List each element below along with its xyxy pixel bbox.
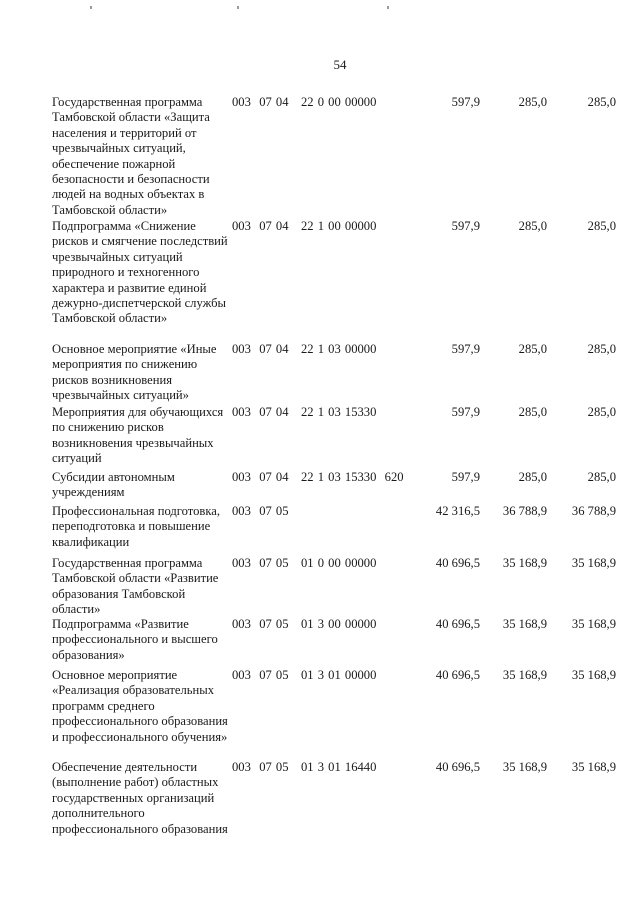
row-value-3: 285,0 [587, 470, 616, 484]
page-number: 54 [333, 57, 347, 72]
row-value-1: 42 316,5 [435, 504, 480, 518]
row-value-2: 285,0 [518, 405, 547, 419]
row-value-2: 285,0 [518, 342, 547, 356]
row-value-2: 285,0 [518, 95, 547, 109]
row-code: 003 07 04 22 1 03 00000 [232, 342, 377, 356]
row-value-1: 597,9 [451, 342, 480, 356]
row-value-2: 35 168,9 [502, 617, 547, 631]
scan-mark [237, 6, 239, 9]
row-value-2: 36 788,9 [502, 504, 547, 518]
row-code: 003 07 04 22 1 00 00000 [232, 219, 377, 233]
row-name: Обеспечение деятельности (выполнение работ) областных государственных организаций дополнительного профессионального образования [52, 760, 228, 836]
row-name: Профессиональная подготовка, переподготовка и повышение квалификации [52, 504, 221, 549]
scan-mark [387, 6, 389, 9]
row-code: 003 07 05 01 0 00 00000 [232, 556, 377, 570]
row-code: 003 07 04 22 0 00 00000 [232, 95, 377, 109]
row-value-3: 35 168,9 [571, 760, 616, 774]
row-value-3: 35 168,9 [571, 556, 616, 570]
row-code: 003 07 05 01 3 00 00000 [232, 617, 377, 631]
row-value-3: 35 168,9 [571, 668, 616, 682]
row-value-3: 285,0 [587, 342, 616, 356]
row-value-3: 285,0 [587, 219, 616, 233]
row-value-1: 597,9 [451, 405, 480, 419]
row-value-1: 40 696,5 [435, 617, 480, 631]
row-code: 003 07 05 01 3 01 00000 [232, 668, 377, 682]
row-code: 003 07 04 22 1 03 15330 [232, 405, 377, 419]
row-value-1: 40 696,5 [435, 668, 480, 682]
scan-mark [90, 6, 92, 9]
row-value-3: 35 168,9 [571, 617, 616, 631]
row-name: Государственная программа Тамбовской области «Развитие образования Тамбовской области» [52, 556, 219, 617]
row-value-1: 597,9 [451, 95, 480, 109]
row-value-3: 285,0 [587, 95, 616, 109]
row-value-2: 285,0 [518, 470, 547, 484]
row-value-1: 597,9 [451, 219, 480, 233]
row-value-3: 36 788,9 [571, 504, 616, 518]
row-code: 003 07 05 [232, 504, 289, 518]
row-name: Подпрограмма «Развитие профессионального и высшего образования» [52, 617, 218, 662]
row-code: 003 07 05 01 3 01 16440 [232, 760, 377, 774]
row-value-3: 285,0 [587, 405, 616, 419]
row-code: 003 07 04 22 1 03 15330 620 [232, 470, 404, 484]
row-value-1: 597,9 [451, 470, 480, 484]
row-value-2: 35 168,9 [502, 760, 547, 774]
row-name: Субсидии автономным учреждениям [52, 470, 175, 500]
row-value-2: 285,0 [518, 219, 547, 233]
row-name: Основное мероприятие «Реализация образовательных программ среднего профессионального образования и профессионального обучения» [52, 668, 228, 744]
row-value-2: 35 168,9 [502, 668, 547, 682]
row-name: Мероприятия для обучающихся по снижению рисков возникновения чрезвычайных ситуаций [52, 405, 224, 466]
row-name: Государственная программа Тамбовской области «Защита населения и территорий от чрезвычайных ситуаций, обеспечение пожарной безопасности и безопасности людей на водных объектах в Тамбовской области» [52, 95, 210, 217]
row-name: Подпрограмма «Снижение рисков и смягчение последствий чрезвычайных ситуаций природного и техногенного характера и развитие единой дежурно-диспетчерской службы Тамбовской области» [52, 219, 228, 326]
row-value-1: 40 696,5 [435, 556, 480, 570]
row-value-1: 40 696,5 [435, 760, 480, 774]
row-value-2: 35 168,9 [502, 556, 547, 570]
row-name: Основное мероприятие «Иные мероприятия по снижению рисков возникновения чрезвычайных ситуаций» [52, 342, 217, 403]
